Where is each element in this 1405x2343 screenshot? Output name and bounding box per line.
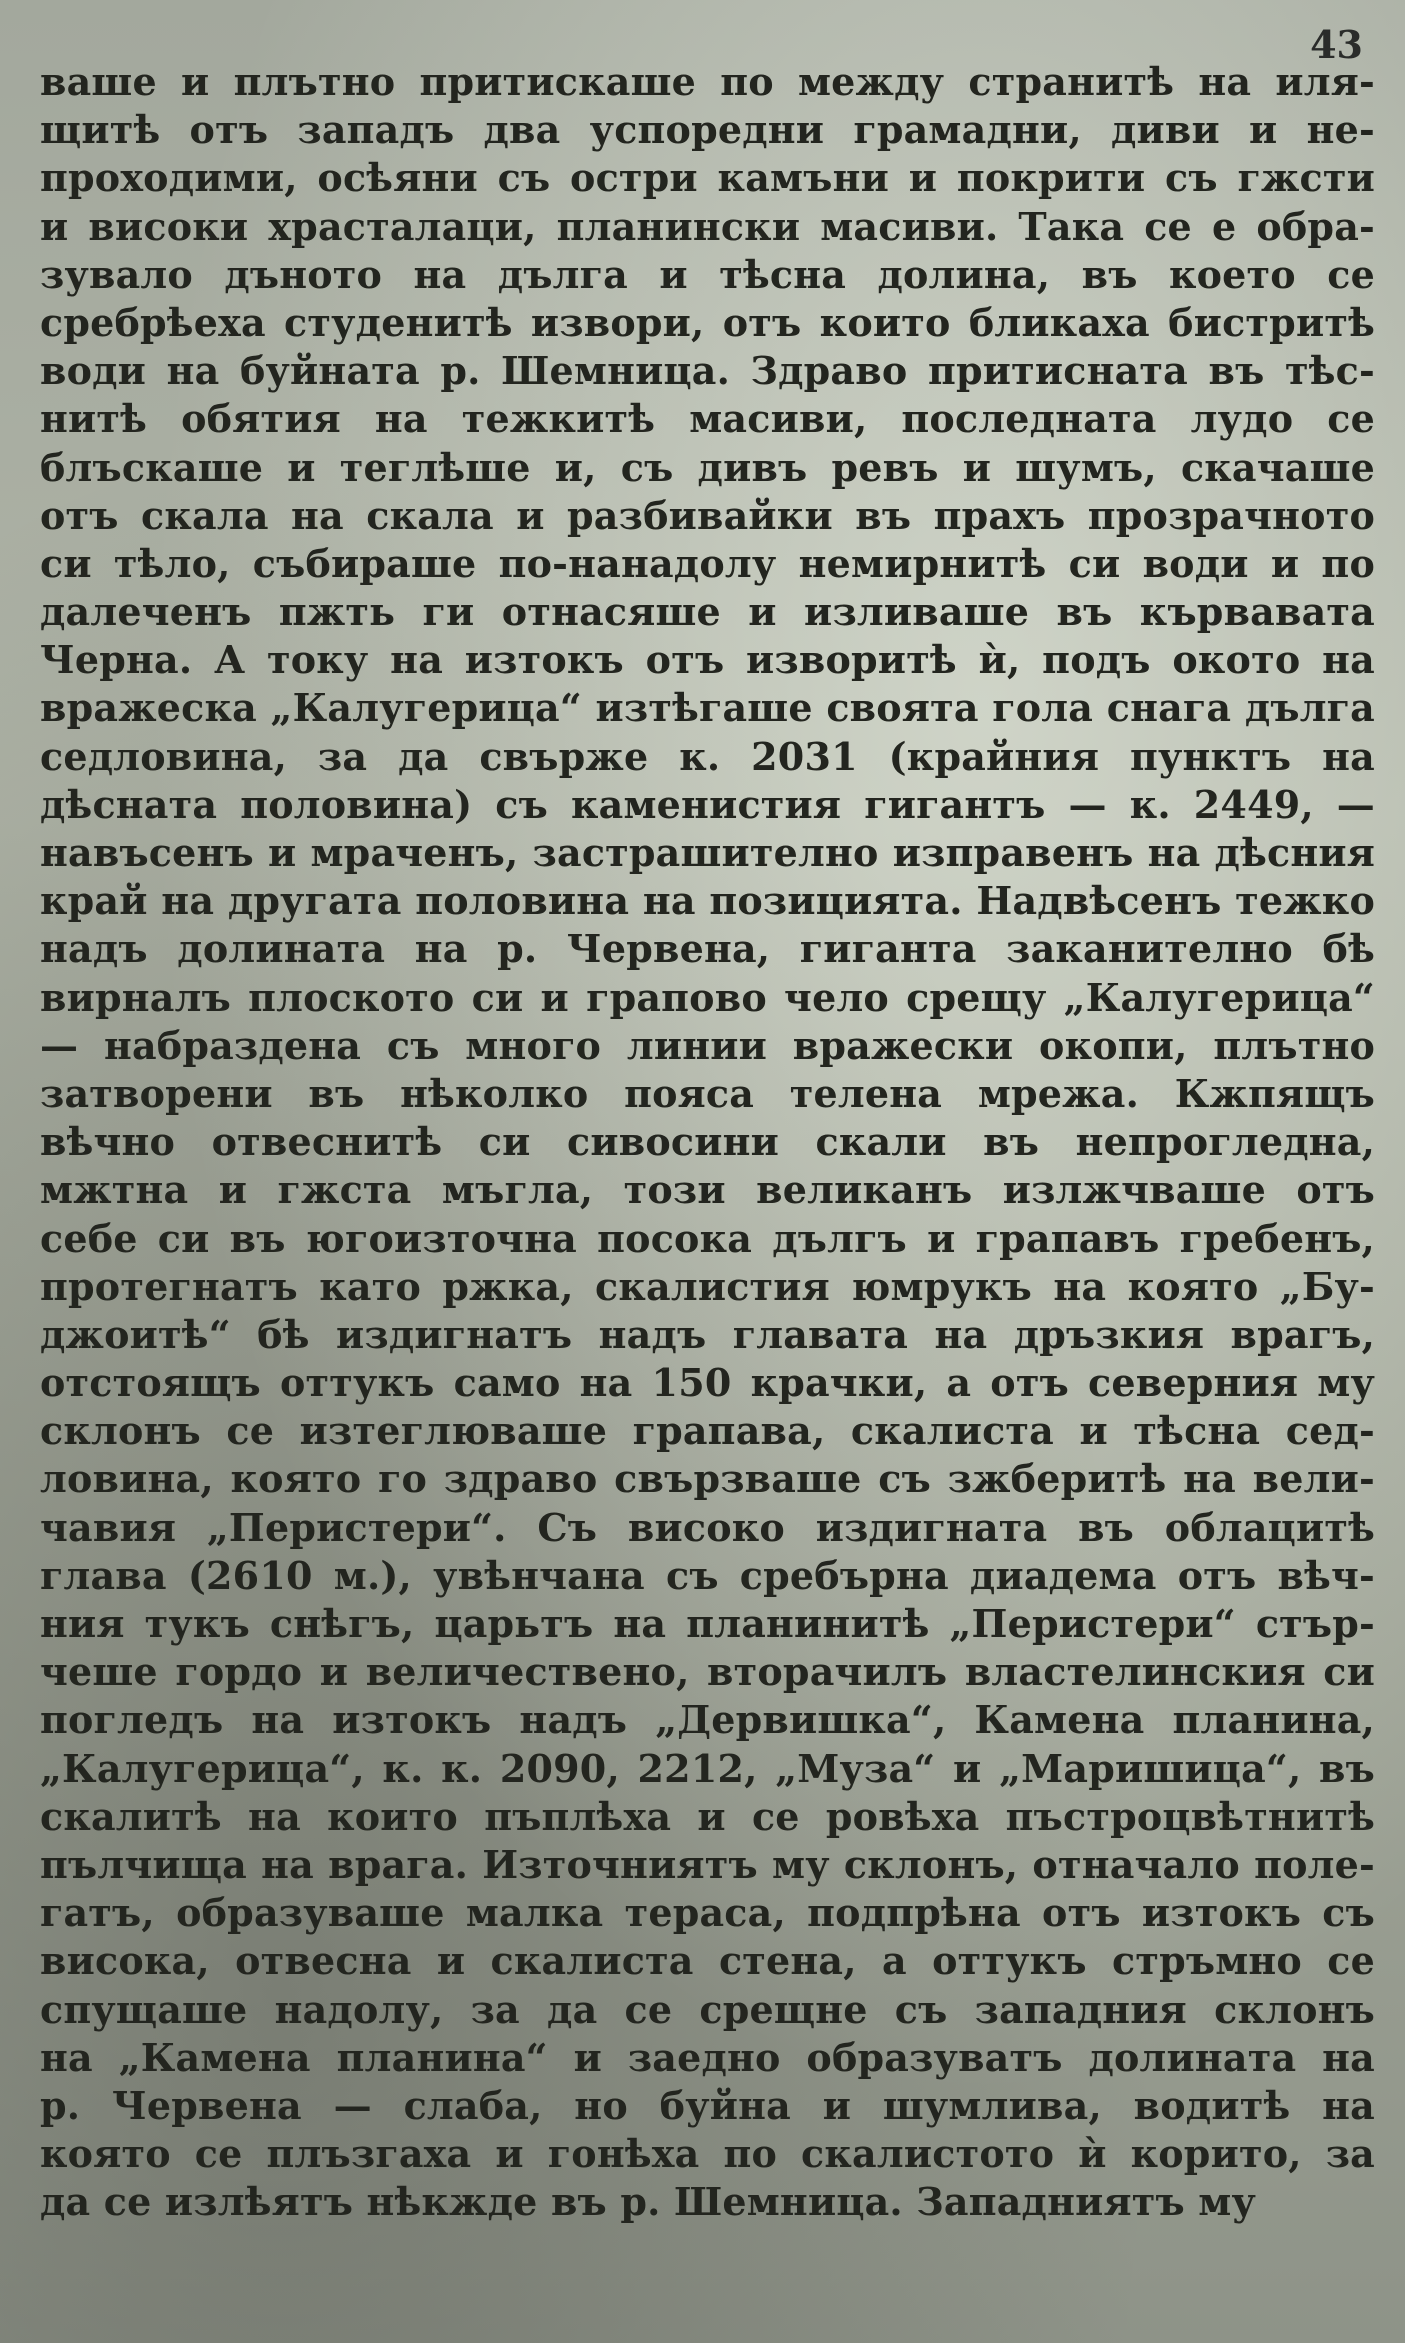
text-line-28: отстоящъ оттукъ само на 150 крачки, а отъ северния му: [40, 1360, 1375, 1406]
text-line-26: протегнатъ като ржка, скалистия юмрукъ на която „Бу-: [40, 1263, 1375, 1309]
text-line-31: чавия „Перистери“. Съ високо издигната въ облацитѣ: [40, 1504, 1375, 1550]
text-line-7: води на буйната р. Шемница. Здраво притисната въ тѣс-: [40, 348, 1375, 394]
text-line-27: джоитѣ“ бѣ издигнатъ надъ главата на дръзкия врагъ,: [40, 1311, 1375, 1357]
text-line-39: гатъ, образуваше малка тераса, подпрѣна отъ изтокъ съ: [40, 1890, 1375, 1936]
text-line-1: ваше и плътно притискаше по между странитѣ на иля-: [40, 59, 1375, 104]
text-line-12: далеченъ пжть ги отнасяше и изливаше въ кървавата: [40, 589, 1375, 635]
text-line-20: вирналъ плоското си и грапово чело срещу „Калугерица“: [40, 974, 1375, 1020]
text-line-38: пълчища на врага. Източниятъ му склонъ, отначало поле-: [40, 1841, 1375, 1887]
text-line-35: погледъ на изтокъ надъ „Дервишка“, Камена планина,: [40, 1697, 1375, 1743]
text-line-45: да се излѣятъ нѣкжде въ р. Шемница. Западниятъ му: [40, 2179, 1257, 2225]
text-line-33: ния тукъ снѣгъ, царьтъ на планинитѣ „Перистери“ стър-: [40, 1601, 1375, 1646]
text-line-5: зувало дъното на дълга и тѣсна долина, въ което се: [40, 251, 1375, 297]
text-line-41: спущаше надолу, за да се срещне съ западния склонъ: [40, 1986, 1375, 2032]
text-line-19: надъ долината на р. Червена, гиганта заканително бѣ: [40, 926, 1375, 972]
text-line-32: глава (2610 м.), увѣнчана съ сребърна диадема отъ вѣч-: [40, 1552, 1375, 1598]
text-line-24: мжтна и гжста мъгла, този великанъ излжчваше отъ: [40, 1167, 1375, 1213]
text-line-21: — набраздена съ много линии вражески окопи, плътно: [40, 1022, 1375, 1068]
text-line-36: „Калугерица“, к. к. 2090, 2212, „Муза“ и „Маришица“, въ: [40, 1745, 1375, 1791]
text-line-18: край на другата половина на позицията. Надвѣсенъ тежко: [40, 878, 1375, 924]
text-line-13: Черна. А току на изтокъ отъ изворитѣ ѝ, подъ окото на: [40, 637, 1375, 683]
text-line-25: себе си въ югоизточна посока дългъ и грапавъ гребенъ,: [40, 1215, 1375, 1261]
text-line-14: вражеска „Калугерица“ изтѣгаше своята гола снага дълга: [40, 685, 1375, 731]
text-line-9: блъскаше и теглѣше и, съ дивъ ревъ и шумъ, скачаше: [40, 444, 1375, 490]
text-line-2: щитѣ отъ западъ два успоредни грамадни, диви и не-: [40, 107, 1375, 153]
text-line-44: която се плъзгаха и гонѣха по скалистото ѝ корито, за: [40, 2131, 1375, 2177]
text-line-34: чеше гордо и величествено, вторачилъ властелинския си: [40, 1649, 1375, 1695]
text-line-8: нитѣ обятия на тежкитѣ масиви, последната лудо се: [40, 396, 1375, 442]
text-line-16: дѣсната половина) съ каменистия гигантъ — к. 2449, —: [40, 781, 1375, 827]
text-line-40: висока, отвесна и скалиста стена, а оттукъ стръмно се: [40, 1938, 1375, 1984]
text-line-17: навъсенъ и мраченъ, застрашително изправенъ на дѣсния: [40, 830, 1375, 875]
text-line-6: сребрѣеха студенитѣ извори, отъ които бликаха бистритѣ: [40, 299, 1375, 345]
text-line-29: склонъ се изтеглюваше грапава, скалиста и тѣсна сед-: [40, 1408, 1375, 1454]
text-line-37: скалитѣ на които пъплѣха и се ровѣха пъстроцвѣтнитѣ: [40, 1793, 1375, 1839]
text-line-4: и високи храсталаци, планински масиви. Така се е обра-: [40, 203, 1375, 249]
text-line-15: седловина, за да свърже к. 2031 (крайния пунктъ на: [40, 733, 1375, 779]
text-line-22: затворени въ нѣколко пояса телена мрежа. Кжпящъ: [40, 1070, 1375, 1116]
text-line-3: проходими, осѣяни съ остри камъни и покрити съ гжсти: [40, 155, 1375, 201]
text-line-30: ловина, която го здраво свързваше съ зжберитѣ на вели-: [40, 1456, 1375, 1502]
text-line-42: на „Камена планина“ и заедно образуватъ долината на: [40, 2034, 1375, 2080]
body-text: [40, 58, 1375, 2226]
text-line-43: р. Червена — слаба, но буйна и шумлива, водитѣ на: [40, 2082, 1375, 2128]
text-line-10: отъ скала на скала и разбивайки въ прахъ прозрачното: [40, 492, 1375, 538]
page-number: 43: [1310, 22, 1363, 67]
text-line-23: вѣчно отвеснитѣ си сивосини скали въ непрогледна,: [40, 1119, 1375, 1165]
text-line-11: си тѣло, събираше по-нанадолу немирнитѣ си води и по: [40, 540, 1375, 586]
